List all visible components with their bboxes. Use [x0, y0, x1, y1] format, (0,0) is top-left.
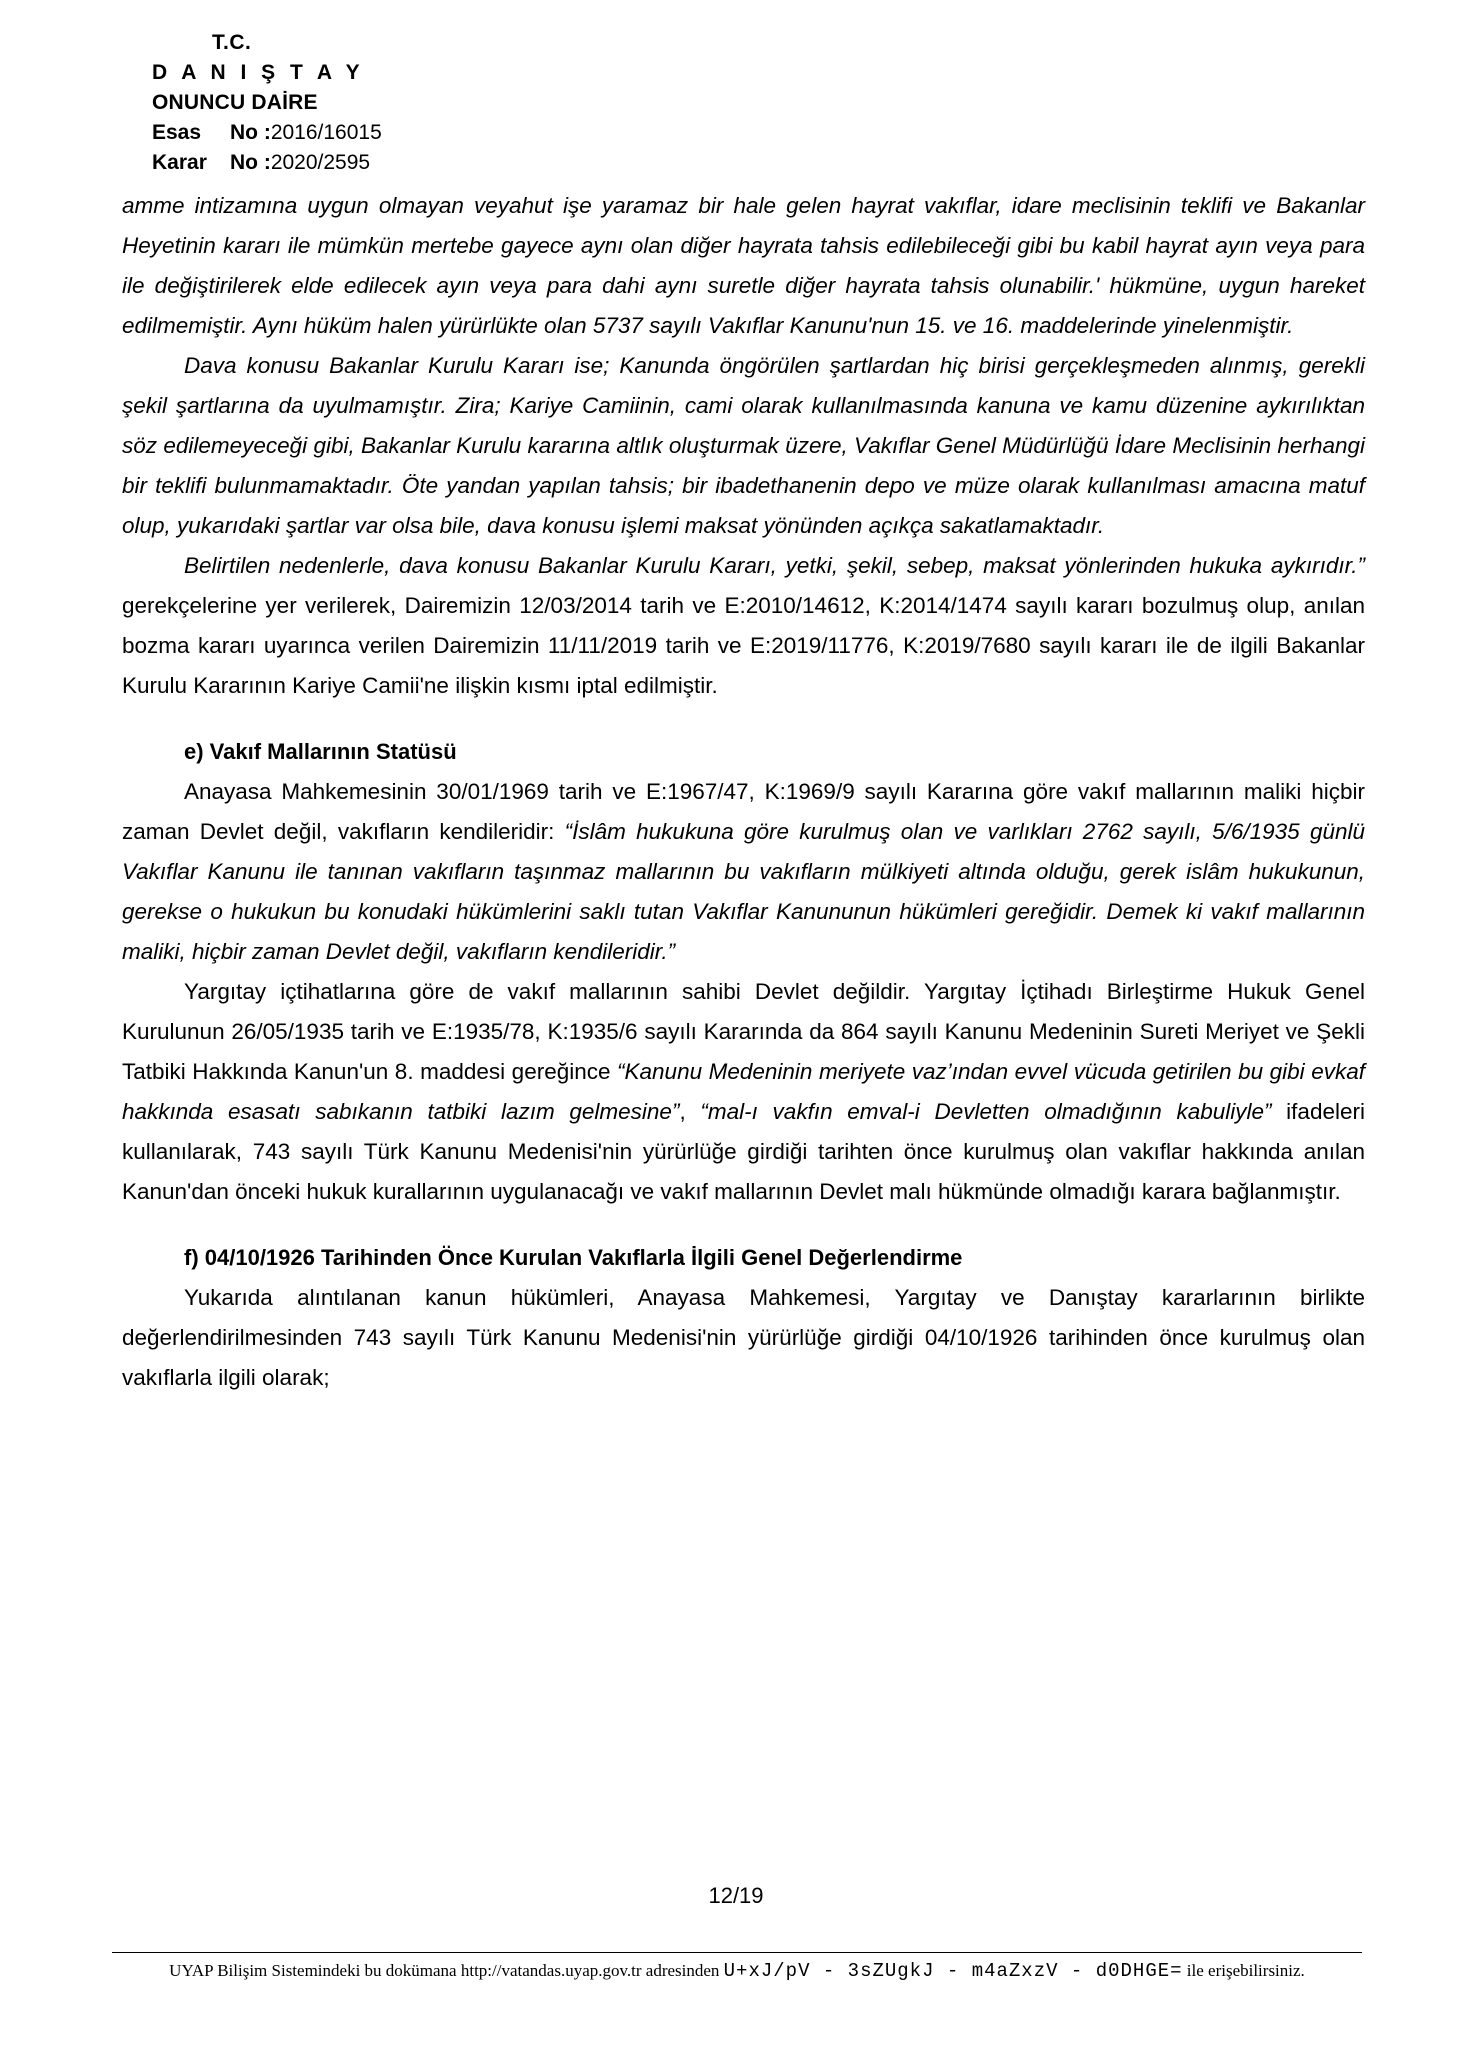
- paragraph-belirtilen-roman: gerekçelerine yer verilerek, Dairemizin 12/03/2014 tarih ve E:2010/14612, K:2014/1474 sayılı kararı bozulmuş olup, anılan bozma kararı uyarınca verilen Dairemizin 11/11/2019 tarih ve E:2019/11776, K:2019/7680 sayılı kararı ile de ilgili Bakanlar Kurulu Kararının Kariye Camii'ne ilişkin kısmı iptal edilmiştir.: [122, 593, 1365, 698]
- header-karar-row: [152, 148, 382, 178]
- heading-e-vakif-mallarinin-statusu: e) Vakıf Mallarının Statüsü: [184, 739, 457, 764]
- quote-kanunu-medeni: “Kanunu Medeninin meriyete vaz’ından evvel vücuda getirilen bu gibi evkaf hakkında esasatı sabıkanın tatbiki lazım gelmesine”: [122, 1059, 1365, 1124]
- header-esas-row: [152, 118, 382, 148]
- paragraph-yargitay-tail: ifadeleri kullanılarak, 743 sayılı Türk Kanunu Medenisi'nin yürürlüğe girdiği tarihten önce kurulmuş olan vakıflar hakkında anılan Kanun'dan önceki hukuk kurallarının uygulanacağı ve vakıf mallarının Devlet malı hükmünde olmadığı karara bağlanmıştır.: [122, 1099, 1365, 1204]
- paragraph-yukarida-text: Yukarıda alıntılanan kanun hükümleri, Anayasa Mahkemesi, Yargıtay ve Danıştay kararlarının birlikte değerlendirilmesinden 743 sayılı Türk Kanunu Medenisi'nin yürürlüğe girdiği 04/10/1926 tarihinden önce kurulmuş olan vakıflarla ilgili olarak;: [122, 1285, 1365, 1390]
- document-body: [122, 186, 1365, 1398]
- header-chamber: ONUNCU DAİRE: [152, 91, 318, 114]
- karar-no-label: No :: [230, 151, 271, 174]
- esas-no-value: 2016/16015: [270, 121, 382, 144]
- paragraph-anayasa-mahkemesi: [122, 772, 1365, 972]
- esas-no-label: No :: [230, 121, 271, 144]
- paragraph-yukarida-alintilanan: [122, 1278, 1365, 1398]
- paragraph-yargitay-intro: Yargıtay içtihatlarına göre de vakıf mallarının sahibi Devlet değildir. Yargıtay İçtihadı Birleştirme Hukuk Genel Kurulunun 26/05/1935 tarih ve E:1935/78, K:1935/6 sayılı Kararında da 864 sayılı Kanunu Medeninin Sureti Meriyet ve Şekli Tatbiki Hakkında Kanun'un 8. maddesi gereğince: [122, 979, 1365, 1084]
- esas-label: Esas: [152, 121, 202, 144]
- footer-verification-code: U+xJ/pV - 3sZUgkJ - m4aZxzV - d0DHGE=: [723, 1960, 1183, 1982]
- paragraph-dava-konusu: [122, 346, 1365, 546]
- quote-mali-vakfin: “mal-ı vakfın emval-i Devletten olmadığının kabuliyle”: [700, 1099, 1272, 1124]
- header-court-name: D A N I Ş T A Y: [152, 61, 365, 84]
- spacer: [122, 1212, 1365, 1238]
- page-number: 12/19: [708, 1883, 764, 1908]
- heading-f-genel-degerlendirme: f) 04/10/1926 Tarihinden Önce Kurulan Vakıflarla İlgili Genel Değerlendirme: [184, 1245, 963, 1270]
- karar-no-value: 2020/2595: [270, 151, 371, 174]
- paragraph-continued-quote: amme intizamına uygun olmayan veyahut işe yaramaz bir hale gelen hayrat vakıflar, idare meclisinin teklifi ve Bakanlar Heyetinin kararı ile mümkün mertebe gayece aynı olan diğer hayrata tahsis edilebileceği gibi bu kabil hayrat ayın veya para ile değiştirilerek elde edilecek ayın veya para dahi aynı suretle diğer hayrata tahsis olunabilir.' hükmüne, uygun hareket edilmemiştir. Aynı hüküm halen yürürlükte olan 5737 sayılı Vakıflar Kanunu'nun 15. ve 16. maddelerinde yinelenmiştir.: [122, 193, 1365, 338]
- paragraph-anayasa-intro: Anayasa Mahkemesinin 30/01/1969 tarih ve E:1967/47, K:1969/9 sayılı Kararına göre vakıf mallarının maliki hiçbir zaman Devlet değil, vakıfların kendileridir:: [122, 779, 1365, 844]
- header-tc: T.C.: [212, 31, 252, 54]
- paragraph-dava-konusu-text: Dava konusu Bakanlar Kurulu Kararı ise; Kanunda öngörülen şartlardan hiç birisi gerçekleşmeden alınmış, gerekli şekil şartlarına da uyulmamıştır. Zira; Kariye Camiinin, cami olarak kullanılmasında kanuna ve kamu düzenine aykırılıktan söz edilemeyeceği gibi, Bakanlar Kurulu kararına altlık oluşturmak üzere, Vakıflar Genel Müdürlüğü İdare Meclisinin herhangi bir teklifi bulunmamaktadır. Öte yandan yapılan tahsis; bir ibadethanenin depo ve müze olarak kullanılması amacına matuf olup, yukarıdaki şartlar var olsa bile, dava konusu işlemi maksat yönünden açıkça sakatlamaktadır.: [122, 353, 1365, 538]
- quote-separator: ,: [679, 1099, 701, 1124]
- paragraph-yargitay: [122, 972, 1365, 1212]
- karar-label: Karar: [152, 151, 207, 174]
- paragraph-belirtilen-nedenlerle: [122, 546, 1365, 706]
- footer-divider: [112, 1952, 1362, 1953]
- quote-belirtilen: Belirtilen nedenlerle, dava konusu Bakanlar Kurulu Kararı, yetki, şekil, sebep, maksat yönlerinden hukuka aykırıdır.”: [184, 553, 1365, 578]
- footer-prefix: UYAP Bilişim Sistemindeki bu dokümana http://vatandas.uyap.gov.tr adresinden: [169, 1961, 724, 1980]
- footer-suffix: ile erişebilirsiniz.: [1182, 1961, 1305, 1980]
- court-header: [152, 28, 382, 178]
- uyap-footer: [112, 1960, 1362, 1982]
- spacer: [122, 706, 1365, 732]
- quote-anayasa-karar: “İslâm hukukuna göre kurulmuş olan ve varlıkları 2762 sayılı, 5/6/1935 günlü Vakıflar Kanunu ile tanınan vakıfların taşınmaz mallarının bu vakıfların mülkiyeti altında olduğu, gerek islâm hukukunun, gerekse o hukukun bu konudaki hükümlerini saklı tutan Vakıflar Kanununun hükümleri gereğidir. Demek ki vakıf mallarının maliki, hiçbir zaman Devlet değil, vakıfların kendileridir.”: [122, 819, 1365, 964]
